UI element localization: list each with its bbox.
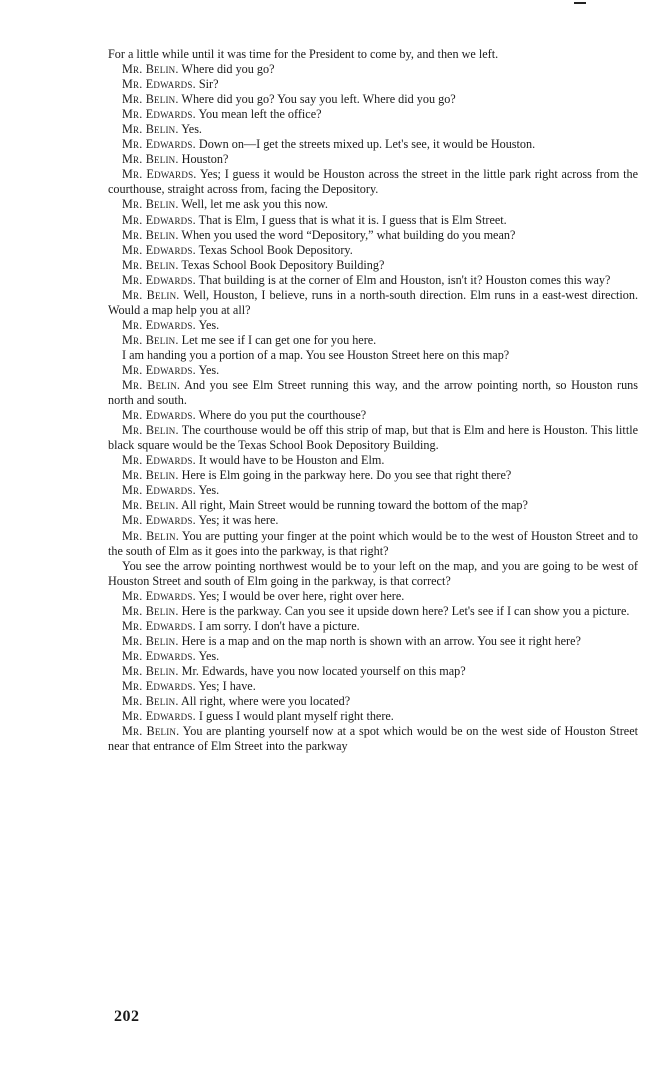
transcript-paragraph	[108, 213, 638, 228]
transcript-paragraph	[108, 122, 638, 137]
paragraph-text: Well, Houston, I believe, runs in a north-south direction. Elm runs in a east-west direction. Would a map help you at all?	[108, 287, 639, 317]
transcript-paragraph	[108, 288, 638, 318]
transcript-paragraph	[108, 468, 638, 483]
speaker-label: Mr. Belin.	[122, 287, 180, 302]
speaker-label: Mr. Belin.	[122, 468, 179, 483]
transcript-paragraph	[108, 649, 638, 664]
paragraph-text: I guess I would plant myself right there.	[195, 709, 394, 724]
paragraph-text: That is Elm, I guess that is what it is. I guess that is Elm Street.	[195, 212, 507, 227]
speaker-label: Mr. Edwards.	[122, 678, 196, 693]
paragraph-text: Yes; I would be over here, right over here.	[195, 588, 405, 603]
transcript-paragraph	[108, 559, 638, 589]
paragraph-text: Where did you go?	[178, 62, 275, 77]
paragraph-text: Texas School Book Depository.	[195, 242, 353, 257]
transcript-paragraph	[108, 273, 638, 288]
page-number: 202	[114, 1008, 140, 1025]
transcript-paragraph	[108, 423, 638, 453]
paragraph-text: Yes.	[195, 648, 220, 663]
transcript-paragraph	[108, 258, 638, 273]
speaker-label: Mr. Edwards.	[122, 709, 196, 724]
speaker-label: Mr. Belin.	[122, 257, 179, 272]
speaker-label: Mr. Edwards.	[122, 212, 196, 227]
transcript-paragraph	[108, 378, 638, 408]
speaker-label: Mr. Edwards.	[122, 362, 196, 377]
speaker-label: Mr. Belin.	[122, 724, 180, 739]
paragraph-text: All right, Main Street would be running toward the bottom of the map?	[178, 498, 528, 513]
paragraph-text: You are planting yourself now at a spot which would be on the west side of Houston Street near that entrance of Elm Street into the parkway	[108, 724, 638, 754]
speaker-label: Mr. Edwards.	[122, 77, 196, 92]
transcript-paragraph	[108, 589, 638, 604]
speaker-label: Mr. Belin.	[122, 528, 179, 543]
speaker-label: Mr. Belin.	[122, 122, 179, 137]
speaker-label: Mr. Belin.	[122, 633, 179, 648]
speaker-label: Mr. Edwards.	[122, 137, 196, 152]
paragraph-text: Yes.	[195, 317, 220, 332]
transcript-paragraph	[108, 453, 638, 468]
transcript-paragraph	[108, 107, 638, 122]
paragraph-text: You mean left the office?	[195, 107, 322, 122]
transcript-paragraph	[108, 318, 638, 333]
transcript-paragraph	[108, 513, 638, 528]
transcript-paragraph	[108, 634, 638, 649]
transcript-paragraph	[108, 47, 638, 62]
transcript-paragraph	[108, 62, 638, 77]
transcript-paragraph	[108, 664, 638, 679]
transcript-paragraph	[108, 724, 638, 754]
transcript-paragraph	[108, 333, 638, 348]
paragraph-text: Yes.	[195, 362, 220, 377]
transcript-paragraph	[108, 92, 638, 107]
paragraph-text: And you see Elm Street running this way, and the arrow pointing north, so Houston runs north and south.	[108, 378, 638, 408]
paragraph-text: Mr. Edwards, have you now located yourself on this map?	[178, 663, 466, 678]
speaker-label: Mr. Edwards.	[122, 317, 196, 332]
transcript-paragraph	[108, 152, 638, 167]
speaker-label: Mr. Edwards.	[122, 618, 196, 633]
transcript-body	[108, 47, 638, 754]
speaker-label: Mr. Edwards.	[122, 513, 196, 528]
speaker-label: Mr. Belin.	[122, 423, 179, 438]
paragraph-text: Texas School Book Depository Building?	[178, 257, 385, 272]
speaker-label: Mr. Belin.	[122, 663, 179, 678]
paragraph-text: Where do you put the courthouse?	[195, 408, 367, 423]
speaker-label: Mr. Belin.	[122, 378, 181, 393]
transcript-paragraph	[108, 619, 638, 634]
speaker-label: Mr. Edwards.	[122, 483, 196, 498]
paragraph-text: Yes; I guess it would be Houston across the street in the little park right across from the courthouse, straight across from, facing the Depository.	[108, 167, 638, 197]
paragraph-text: Houston?	[178, 152, 229, 167]
speaker-label: Mr. Belin.	[122, 92, 179, 107]
speaker-label: Mr. Belin.	[122, 332, 179, 347]
speaker-label: Mr. Edwards.	[122, 167, 197, 182]
transcript-paragraph	[108, 167, 638, 197]
speaker-label: Mr. Edwards.	[122, 242, 196, 257]
paragraph-text: Yes.	[178, 122, 202, 137]
paragraph-text: I am handing you a portion of a map. You see Houston Street here on this map?	[122, 347, 510, 362]
paragraph-text: For a little while until it was time for the President to come by, and then we left.	[108, 47, 499, 61]
transcript-paragraph	[108, 137, 638, 152]
paragraph-text: Well, let me ask you this now.	[178, 197, 328, 212]
paragraph-text: Sir?	[195, 77, 219, 92]
paragraph-text: When you used the word “Depository,” what building do you mean?	[178, 227, 516, 242]
paragraph-text: All right, where were you located?	[178, 694, 351, 709]
transcript-paragraph	[108, 529, 638, 559]
speaker-label: Mr. Belin.	[122, 498, 179, 513]
paragraph-text: Let me see if I can get one for you here.	[178, 332, 377, 347]
speaker-label: Mr. Belin.	[122, 227, 179, 242]
speaker-label: Mr. Edwards.	[122, 408, 196, 423]
paragraph-text: Where did you go? You say you left. Where did you go?	[178, 92, 456, 107]
speaker-label: Mr. Belin.	[122, 62, 179, 77]
transcript-paragraph	[108, 709, 638, 724]
scan-mark	[574, 2, 586, 4]
transcript-paragraph	[108, 694, 638, 709]
transcript-paragraph	[108, 77, 638, 92]
speaker-label: Mr. Belin.	[122, 197, 179, 212]
paragraph-text: Here is Elm going in the parkway here. Do you see that right there?	[178, 468, 512, 483]
speaker-label: Mr. Belin.	[122, 694, 179, 709]
transcript-paragraph	[108, 363, 638, 378]
paragraph-text: Yes; it was here.	[195, 513, 279, 528]
paragraph-text: Here is the parkway. Can you see it upside down here? Let's see if I can show you a picture.	[178, 603, 630, 618]
transcript-paragraph	[108, 498, 638, 513]
transcript-paragraph	[108, 408, 638, 423]
speaker-label: Mr. Edwards.	[122, 453, 196, 468]
transcript-paragraph	[108, 243, 638, 258]
paragraph-text: Yes.	[195, 483, 220, 498]
speaker-label: Mr. Edwards.	[122, 588, 196, 603]
paragraph-text: Here is a map and on the map north is shown with an arrow. You see it right here?	[178, 633, 581, 648]
transcript-paragraph	[108, 228, 638, 243]
transcript-paragraph	[108, 348, 638, 363]
paragraph-text: Down on—I get the streets mixed up. Let's see, it would be Houston.	[195, 137, 536, 152]
paragraph-text: It would have to be Houston and Elm.	[195, 453, 385, 468]
speaker-label: Mr. Edwards.	[122, 107, 196, 122]
paragraph-text: You see the arrow pointing northwest would be to your left on the map, and you are going to be west of Houston Street and south of Elm going in the parkway, is that correct?	[108, 558, 638, 588]
transcript-paragraph	[108, 679, 638, 694]
speaker-label: Mr. Belin.	[122, 152, 179, 167]
paragraph-text: I am sorry. I don't have a picture.	[195, 618, 360, 633]
paragraph-text: Yes; I have.	[195, 678, 256, 693]
speaker-label: Mr. Belin.	[122, 603, 179, 618]
transcript-paragraph	[108, 604, 638, 619]
paragraph-text: You are putting your finger at the point which would be to the west of Houston Street and to the south of Elm as it goes into the parkway, is that right?	[108, 528, 638, 558]
speaker-label: Mr. Edwards.	[122, 272, 196, 287]
paragraph-text: The courthouse would be off this strip of map, but that is Elm and here is Houston. This little black square would be the Texas School Book Depository Building.	[108, 423, 639, 453]
transcript-paragraph	[108, 483, 638, 498]
transcript-paragraph	[108, 197, 638, 212]
paragraph-text: That building is at the corner of Elm and Houston, isn't it? Houston comes this way?	[195, 272, 611, 287]
speaker-label: Mr. Edwards.	[122, 648, 196, 663]
